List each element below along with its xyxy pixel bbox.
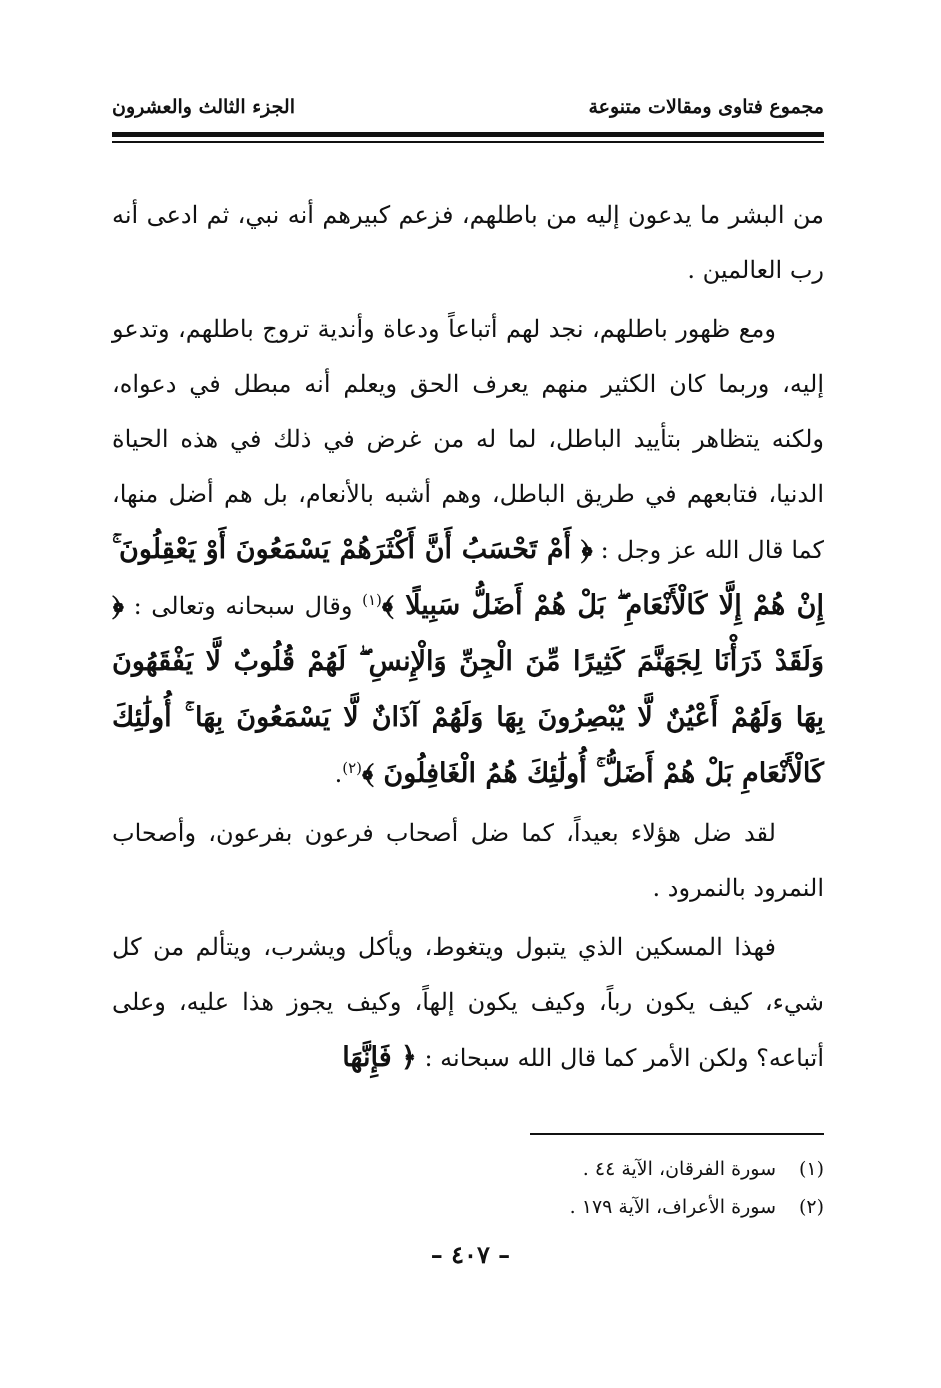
header-rule-thick — [112, 132, 824, 137]
paragraph-2-text: ومع ظهور باطلهم، نجد لهم أتباعاً ودعاة وأندية تروج باطلهم، وتدعو إليه، وربما كان الكثير منهم يعرف الحق ويعلم أنه مبطل في دعواه، ولكنه يتظاهر بتأييد الباطل، لما له من غرض في ذلك في هذه الحياة الدنيا، فتابعهم في طريق الباطل، وهم أشبه بالأنعام، بل هم أضل منها، كما قال الله عز وجل : — [112, 315, 824, 564]
footnote-number: (٢) — [798, 1196, 824, 1218]
header-rule-thin — [112, 141, 824, 143]
paragraph-2 — [112, 302, 824, 802]
footnote-item — [112, 1150, 824, 1188]
footnote-text: سورة الفرقان، الآية ٤٤ . — [582, 1158, 776, 1180]
volume-title: الجزء الثالث والعشرون — [112, 96, 295, 118]
footnote-ref-2: (٢) — [342, 759, 362, 777]
paragraph-4-text: فهذا المسكين الذي يتبول ويتغوط، ويأكل ويشرب، ويتألم من كل شيء، كيف يكون رباً، وكيف يكون إلهاً، وكيف يجوز هذا عليه، وعلى أتباعه؟ ولكن الأمر كما قال الله سبحانه : — [112, 933, 824, 1072]
paragraph-1: من البشر ما يدعون إليه من باطلهم، فزعم كبيرهم أنه نبي، ثم ادعى أنه رب العالمين . — [112, 201, 824, 284]
footnote-ref-1: (١) — [362, 591, 382, 609]
footnotes — [112, 1150, 824, 1226]
body-text — [112, 188, 824, 1090]
quran-verse-3: ﴿ فَإِنَّهَا — [342, 1042, 417, 1073]
paragraph-2-end: . — [334, 760, 343, 788]
book-title: مجموع فتاوى ومقالات متنوعة — [588, 96, 824, 118]
quran-verse-1: ﴿ أَمْ تَحْسَبُ أَنَّ أَكْثَرَهُمْ يَسْمَعُونَ أَوْ يَعْقِلُونَ ۚ إِنْ هُمْ إِلَّا كَالْأَنْعَامِ ۖ بَلْ هُمْ أَضَلُّ سَبِيلًا ﴾ — [112, 534, 824, 621]
quran-verse-2: ﴿ وَلَقَدْ ذَرَأْنَا لِجَهَنَّمَ كَثِيرًا مِّنَ الْجِنِّ وَالْإِنسِ ۖ لَهُمْ قُلُوبٌ لَّا يَفْقَهُونَ بِهَا وَلَهُمْ أَعْيُنٌ لَّا يُبْصِرُونَ بِهَا وَلَهُمْ آذَانٌ لَّا يَسْمَعُونَ بِهَا ۚ أُولَٰئِكَ كَالْأَنْعَامِ بَلْ هُمْ أَضَلُّ ۚ أُولَٰئِكَ هُمُ الْغَافِلُونَ ﴾ — [112, 590, 824, 789]
footnote-number: (١) — [798, 1158, 824, 1180]
footnote-item — [112, 1188, 824, 1226]
footnote-text: سورة الأعراف، الآية ١٧٩ . — [569, 1196, 776, 1218]
paragraph-4 — [112, 920, 824, 1086]
page-header — [112, 92, 824, 126]
footnote-separator — [530, 1133, 824, 1135]
page-number: – ٤٠٧ – — [430, 1240, 511, 1269]
paragraph-2-mid: وقال سبحانه وتعالى : — [133, 592, 353, 620]
paragraph-3: لقد ضل هؤلاء بعيداً، كما ضل أصحاب فرعون بفرعون، وأصحاب النمرود بالنمرود . — [112, 819, 824, 902]
